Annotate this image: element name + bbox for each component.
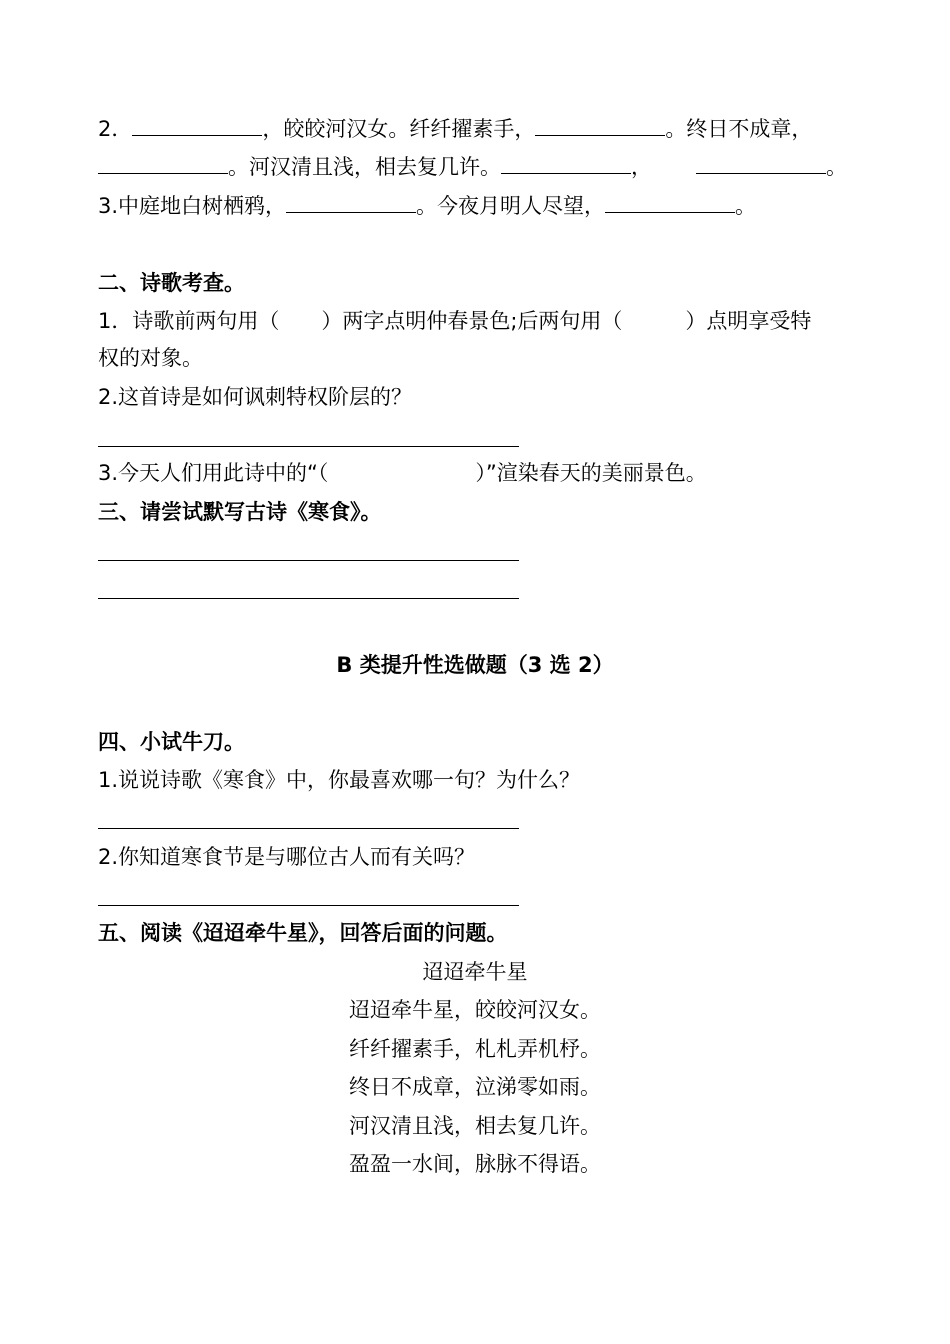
blank-input[interactable] — [98, 155, 228, 174]
blank-input[interactable] — [535, 117, 665, 136]
section2-q2: 2.这首诗是如何讽刺特权阶层的？ — [98, 385, 413, 409]
section4-q2: 2.你知道寒食节是与哪位古人而有关吗？ — [98, 845, 476, 869]
q2-text-2: 。终日不成章， — [665, 117, 813, 141]
answer-line[interactable] — [98, 905, 519, 906]
poem-line: 迢迢牵牛星，皎皎河汉女。 — [349, 998, 601, 1022]
poem-line: 终日不成章，泣涕零如雨。 — [349, 1075, 601, 1099]
section2-heading: 二、诗歌考查。 — [98, 271, 245, 295]
q2-text-4: ， — [631, 155, 652, 179]
section4-heading: 四、小试牛刀。 — [98, 730, 245, 754]
q3-text-3: 。 — [735, 194, 757, 218]
answer-line[interactable] — [98, 446, 519, 447]
q2-line2 — [98, 152, 847, 182]
blank-input[interactable] — [605, 194, 735, 213]
section2-q1-line2: 权的对象。 — [98, 346, 203, 370]
poem-line: 河汉清且浅，相去复几许。 — [349, 1114, 601, 1138]
section2-q1-line1: 1．诗歌前两句用（ ）两字点明仲春景色;后两句用（ ）点明享受特 — [98, 309, 812, 333]
blank-input[interactable] — [501, 155, 631, 174]
section3-heading: 三、请尝试默写古诗《寒食》。 — [98, 500, 382, 524]
section5-heading: 五、阅读《迢迢牵牛星》，回答后面的问题。 — [98, 921, 508, 945]
blank-input[interactable] — [696, 155, 826, 174]
answer-line[interactable] — [98, 560, 519, 561]
q2-text-3: 。河汉清且浅，相去复几许。 — [228, 155, 501, 179]
poem-line: 纤纤擢素手，札札弄机杼。 — [349, 1037, 601, 1061]
blank-input[interactable] — [132, 117, 262, 136]
answer-line[interactable] — [98, 828, 519, 829]
poem-title: 迢迢牵牛星 — [422, 960, 528, 984]
q3-text-2: 。今夜月明人尽望， — [416, 194, 606, 218]
section2-q3: 3.今天人们用此诗中的“（ ）”渲染春天的美丽景色。 — [98, 461, 707, 485]
q3-line — [98, 191, 756, 221]
q3-text-1: 3.中庭地白树栖鸦， — [98, 194, 287, 218]
section4-q1: 1.说说诗歌《寒食》中，你最喜欢哪一句？为什么？ — [98, 768, 581, 792]
blank-input[interactable] — [286, 194, 416, 213]
q2-text-1: ，皎皎河汉女。纤纤擢素手， — [262, 117, 536, 141]
category-b-heading: B 类提升性选做题（3 选 2） — [336, 653, 614, 677]
q2-text-5: 。 — [826, 155, 847, 179]
q2-number: 2． — [98, 117, 133, 141]
q2-line1 — [98, 114, 812, 144]
poem-line: 盈盈一水间，脉脉不得语。 — [349, 1152, 601, 1176]
answer-line[interactable] — [98, 598, 519, 599]
